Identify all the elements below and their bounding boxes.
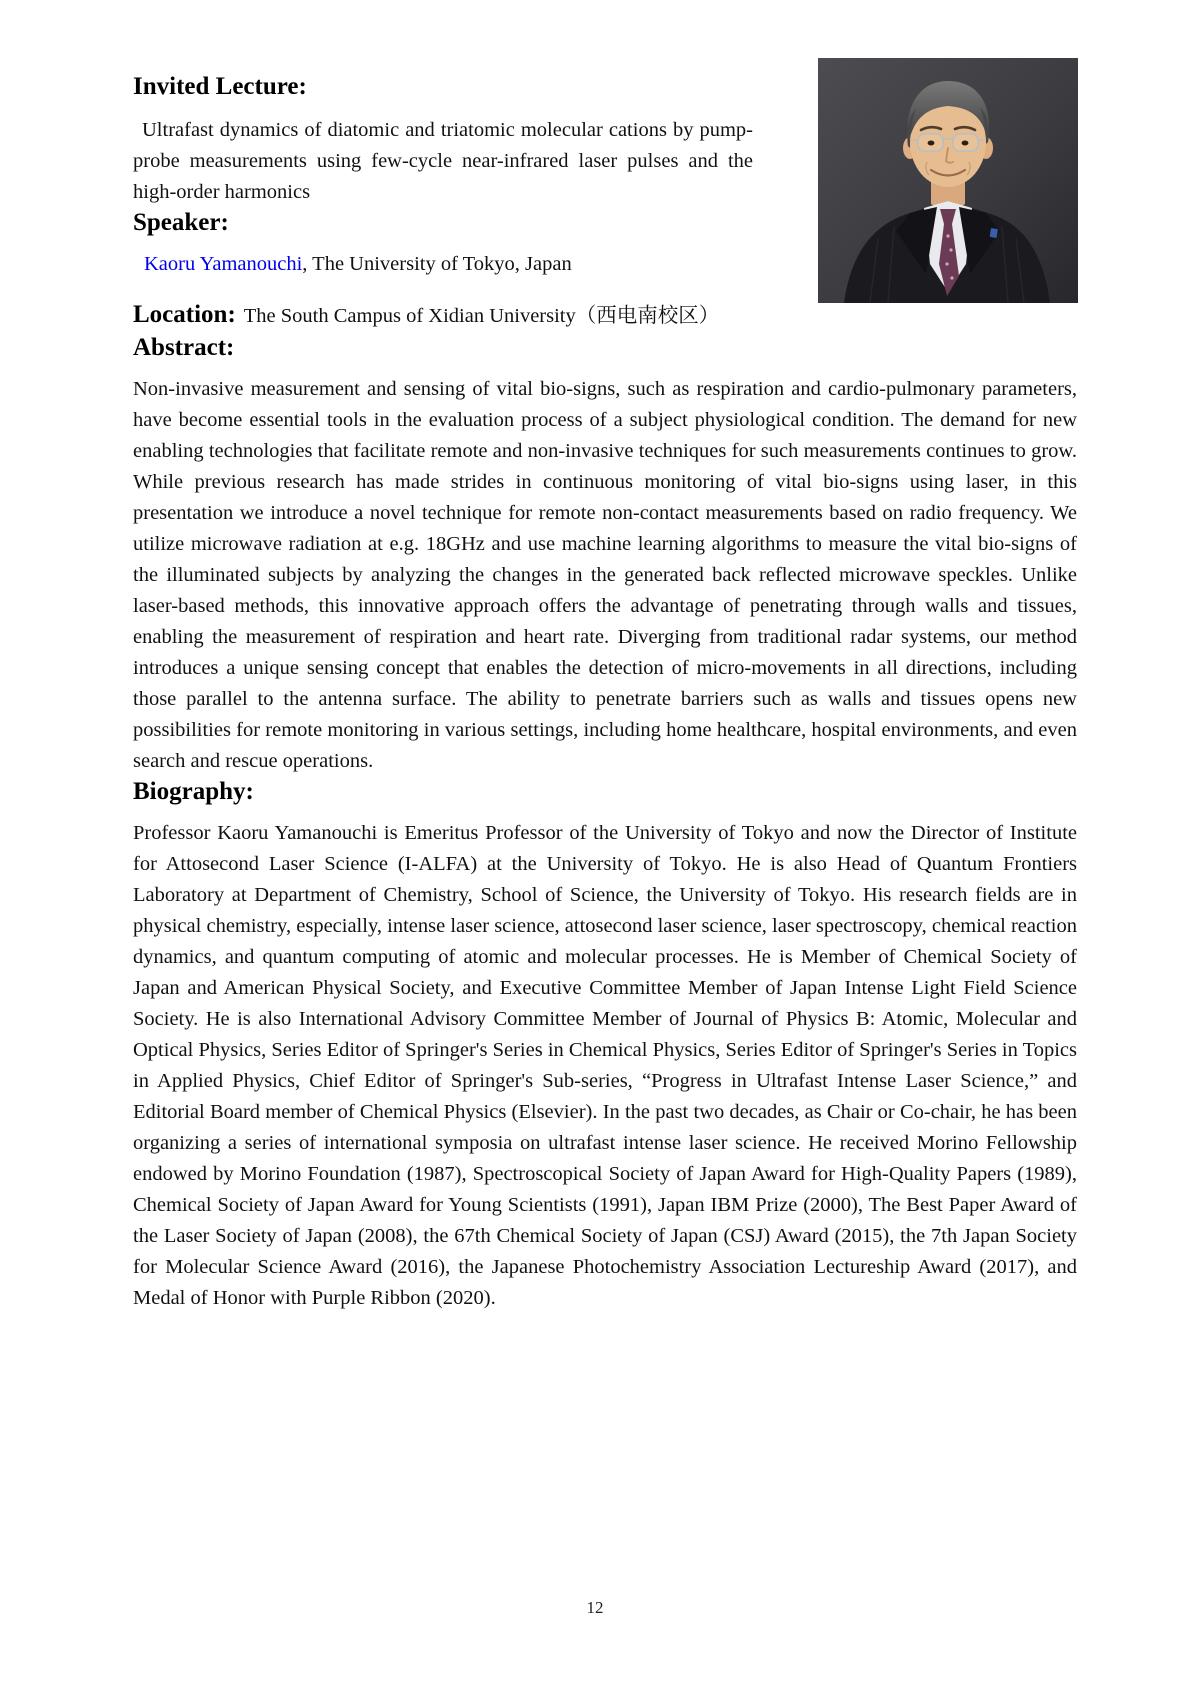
biography-heading: Biography:: [133, 778, 254, 805]
speaker-photo: [818, 58, 1078, 303]
speaker-name-link[interactable]: Kaoru Yamanouchi: [144, 253, 303, 275]
biography-text: Professor Kaoru Yamanouchi is Emeritus Professor of the University of Tokyo and now the Director of Institute for Attosecond Laser Science (I-ALFA) at the University of Tokyo. He is also Head of Quantum Frontiers Laboratory at Department of Chemistry, School of Science, the University of Tokyo. His research fields are in physical chemistry, especially, intense laser science, attosecond laser science, laser spectroscopy, chemical reaction dynamics, and quantum computing of atomic and molecular processes. He is Member of Chemical Society of Japan and American Physical Society, and Executive Committee Member of Japan Intense Light Field Science Society. He is also International Advisory Committee Member of Journal of Physics B: Atomic, Molecular and Optical Physics, Series Editor of Springer's Series in Chemical Physics, Series Editor of Springer's Series in Topics in Applied Physics, Chief Editor of Springer's Sub-series, “Progress in Ultrafast Intense Laser Science,” and Editorial Board member of Chemical Physics (Elsevier). In the past two decades, as Chair or Co-chair, he has been organizing a series of international symposia on ultrafast intense laser science. He received Morino Fellowship endowed by Morino Foundation (1987), Spectroscopical Society of Japan Award for High-Quality Papers (1989), Chemical Society of Japan Award for Young Scientists (1991), Japan IBM Prize (2000), The Best Paper Award of the Laser Society of Japan (2008), the 67th Chemical Society of Japan (CSJ) Award (2015), the 7th Japan Society for Molecular Science Award (2016), the Japanese Photochemistry Association Lectureship Award (2017), and Medal of Honor with Purple Ribbon (2020).: [133, 822, 1077, 1309]
speaker-heading: Speaker:: [133, 209, 229, 236]
lecture-title: Ultrafast dynamics of diatomic and triatomic molecular cations by pump-probe measurements using few-cycle near-infrared laser pulses and the high-order harmonics: [133, 119, 753, 203]
abstract-heading: Abstract:: [133, 334, 235, 361]
location-heading: Location:: [133, 301, 236, 328]
abstract-text: Non-invasive measurement and sensing of vital bio-signs, such as respiration and cardio-pulmonary parameters, have become essential tools in the evaluation process of a subject physiological condition. The demand for new enabling technologies that facilitate remote and non-invasive techniques for such measurements continues to grow. While previous research has made strides in continuous monitoring of vital bio-signs using laser, in this presentation we introduce a novel technique for remote non-contact measurements based on radio frequency. We utilize microwave radiation at e.g. 18GHz and use machine learning algorithms to measure the vital bio-signs of the illuminated subjects by analyzing the changes in the generated back reflected microwave speckles. Unlike laser-based methods, this innovative approach offers the advantage of penetrating through walls and tissues, enabling the measurement of respiration and heart rate. Diverging from traditional radar systems, our method introduces a unique sensing concept that enables the detection of micro-movements in all directions, including those parallel to the antenna surface. The ability to penetrate barriers such as walls and tissues opens new possibilities for remote monitoring in various settings, including home healthcare, hospital environments, and even search and rescue operations.: [133, 378, 1077, 772]
location-line: [133, 298, 1077, 333]
page-number: 12: [586, 1598, 604, 1617]
invited-lecture-heading: Invited Lecture:: [133, 73, 307, 100]
speaker-affiliation: , The University of Tokyo, Japan: [302, 253, 572, 275]
speaker-portrait-illustration: [818, 58, 1078, 303]
location-text: The South Campus of Xidian University（西电南校区）: [243, 305, 720, 327]
